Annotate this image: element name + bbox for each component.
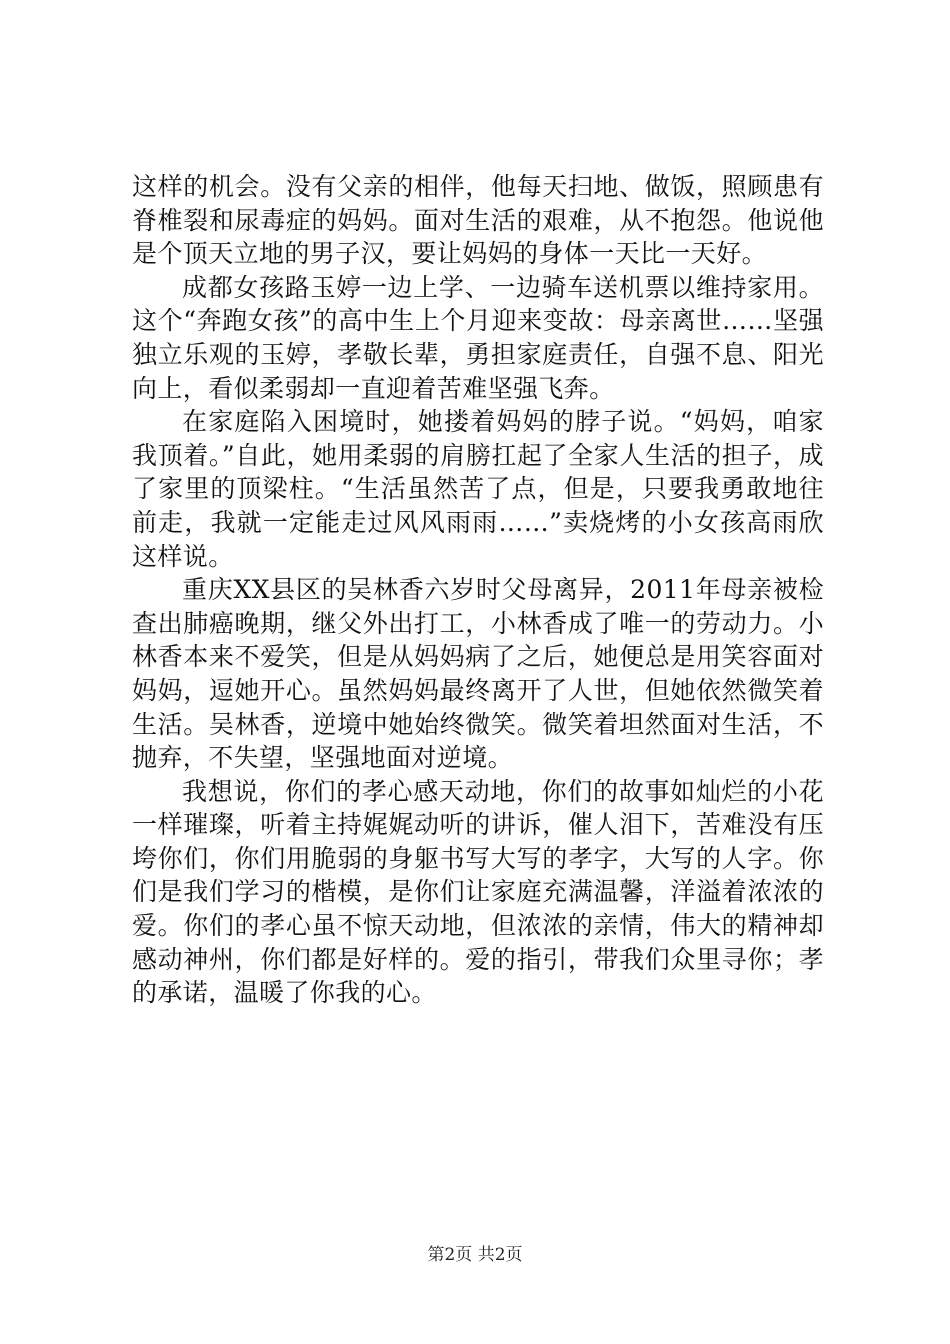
paragraph-continuation: 这样的机会。没有父亲的相伴，他每天扫地、做饭，照顾患有脊椎裂和尿毒症的妈妈。面对生活的艰难，从不抱怨。他说他是个顶天立地的男子汉，要让妈妈的身体一天比一天好。 bbox=[132, 172, 824, 269]
body-text bbox=[132, 170, 824, 1010]
paragraph-conclusion: 我想说，你们的孝心感天动地，你们的故事如灿烂的小花一样璀璨，听着主持娓娓动听的讲诉，催人泪下，苦难没有压垮你们，你们用脆弱的身躯书写大写的孝字，大写的人字。你们是我们学习的楷模，是你们让家庭充满温馨，洋溢着浓浓的爱。你们的孝心虽不惊天动地，但浓浓的亲情，伟大的精神却感动神州，你们都是好样的。爱的指引，带我们众里寻你；孝的承诺，温暖了你我的心。 bbox=[132, 776, 824, 1008]
paragraph-wu-linxiang: 重庆XX县区的吴林香六岁时父母离异，2011年母亲被检查出肺癌晚期，继父外出打工，小林香成了唯一的劳动力。小林香本来不爱笑，但是从妈妈病了之后，她便总是用笑容面对妈妈，逗她开心。虽然妈妈最终离开了人世，但她依然微笑着生活。吴林香，逆境中她始终微笑。微笑着坦然面对生活，不抛弃，不失望，坚强地面对逆境。 bbox=[132, 575, 824, 773]
paragraph-gao-yuxin: 在家庭陷入困境时，她搂着妈妈的脖子说。“妈妈，咱家我顶着。”自此，她用柔弱的肩膀扛起了全家人生活的担子，成了家里的顶梁柱。“生活虽然苦了点，但是，只要我勇敢地往前走，我就一定能走过风风雨雨……”卖烧烤的小女孩高雨欣这样说。 bbox=[132, 407, 824, 571]
page-footer: 第2页 共2页 bbox=[427, 1245, 523, 1265]
paragraph-lu-yuting: 成都女孩路玉婷一边上学、一边骑车送机票以维持家用。这个“奔跑女孩”的高中生上个月迎来变故：母亲离世……坚强独立乐观的玉婷，孝敬长辈，勇担家庭责任，自强不息、阳光向上，看似柔弱却一直迎着苦难坚强飞奔。 bbox=[132, 272, 824, 403]
